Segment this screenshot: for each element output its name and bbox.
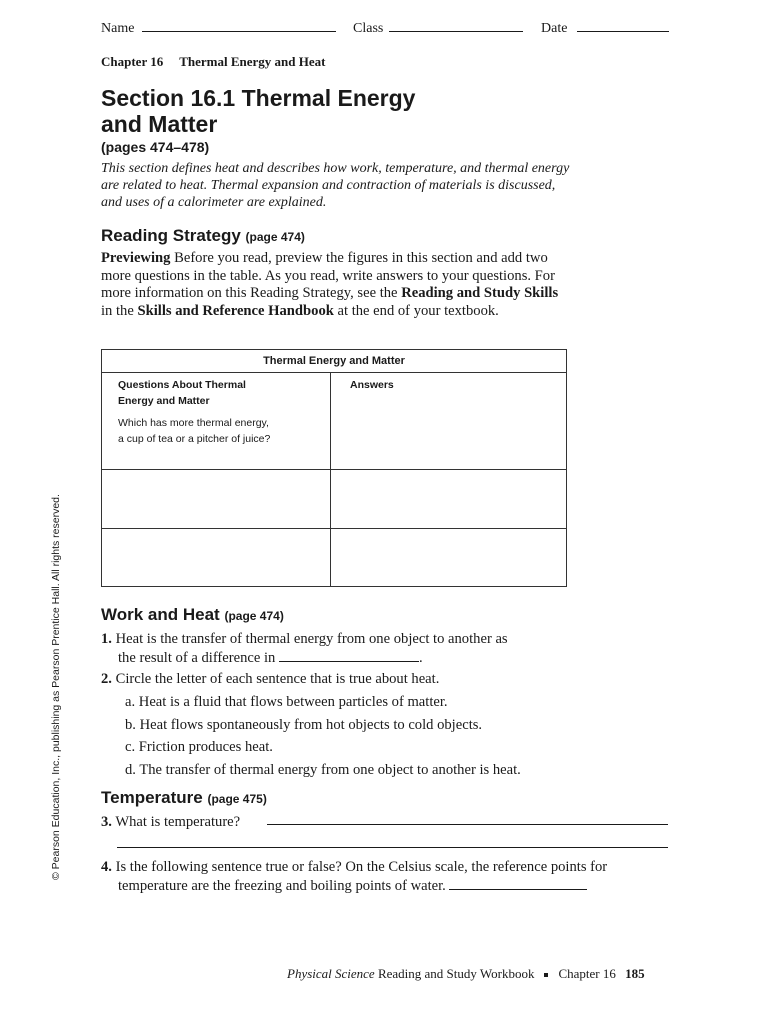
row3-answer-cell[interactable] [332, 530, 566, 584]
option-b[interactable]: b. Heat flows spontaneously from hot objects to cold objects. [125, 717, 483, 733]
row1-question [118, 415, 270, 447]
date-field [541, 19, 669, 37]
name-field [101, 19, 336, 37]
temperature-heading [101, 788, 267, 808]
work-heat-page: (page 474) [224, 609, 284, 623]
class-field [353, 19, 523, 37]
q2-text: Circle the letter of each sentence that is true about heat. [115, 671, 440, 687]
section-title [101, 85, 521, 137]
reading-strategy-title: Reading Strategy [101, 226, 241, 245]
table-caption: Thermal Energy and Matter [102, 350, 566, 373]
q3-answer-line-1[interactable] [267, 824, 668, 825]
class-label: Class [353, 21, 384, 36]
section-title-line1: Section 16.1 Thermal Energy [101, 85, 416, 111]
q1-number: 1. [101, 631, 112, 647]
chapter-number: Chapter 16 [101, 54, 164, 69]
option-c[interactable]: c. Friction produces heat. [125, 739, 273, 755]
option-a[interactable]: a. Heat is a fluid that flows between particles of matter. [125, 694, 448, 710]
q4-number: 4. [101, 859, 112, 875]
name-blank[interactable] [142, 19, 336, 32]
strategy-bold1: Reading and Study Skills [401, 285, 559, 301]
q3-text: What is temperature? [115, 814, 241, 830]
question-3 [101, 813, 240, 831]
q1-line1: Heat is the transfer of thermal energy from one object to another as [115, 631, 508, 647]
col1-header-line1: Questions About Thermal [118, 379, 246, 391]
strategy-bold2: Skills and Reference Handbook [137, 302, 334, 319]
row2-question-cell[interactable] [104, 471, 328, 527]
copyright-notice: © Pearson Education, Inc., publishing as Pearson Prentice Hall. All rights reserved. [50, 494, 62, 880]
name-label: Name [101, 21, 135, 36]
reading-strategy-text [101, 250, 571, 320]
q1-answer-blank[interactable] [279, 648, 419, 662]
question-1 [101, 630, 621, 667]
bullet-square-icon [544, 973, 548, 977]
work-heat-heading [101, 605, 284, 625]
col2-header: Answers [350, 379, 394, 391]
col1-header-line2: Energy and Matter [118, 395, 210, 407]
q4-line2: temperature are the freezing and boiling points of water. [118, 878, 446, 894]
q1-line2: the result of a difference in [118, 650, 276, 666]
col1-header [118, 377, 246, 409]
row2-answer-cell[interactable] [332, 471, 566, 527]
q3-number: 3. [101, 814, 112, 830]
temperature-page: (page 475) [207, 792, 267, 806]
table-row-divider-2 [102, 528, 566, 529]
date-label: Date [541, 21, 568, 36]
date-blank[interactable] [577, 19, 669, 32]
page-footer [287, 966, 645, 982]
row3-question-cell[interactable] [104, 530, 328, 584]
chapter-heading [101, 54, 325, 70]
work-heat-title: Work and Heat [101, 605, 220, 624]
reading-strategy-heading [101, 226, 305, 246]
q4-answer-blank[interactable] [449, 876, 587, 890]
row1-question-line2: a cup of tea or a pitcher of juice? [118, 433, 271, 445]
table-row-divider-1 [102, 469, 566, 470]
thermal-energy-table [101, 349, 567, 587]
q1-end: . [419, 650, 423, 666]
footer-book-italic: Physical Science [287, 966, 375, 981]
class-blank[interactable] [389, 19, 523, 32]
strategy-text1: Before you read, preview the figures in this section and add two more questions in the table. As you read, write answers to your questions. For more information on this Reading Strategy, see the [101, 250, 555, 301]
row1-question-line1: Which has more thermal energy, [118, 417, 269, 429]
question-2 [101, 670, 661, 688]
footer-page-number: 185 [625, 966, 645, 981]
section-intro: This section defines heat and describes how work, temperature, and thermal energy are related to heat. Thermal expansion and contraction of materials is discussed, and uses of a calorimeter are explained. [101, 161, 570, 210]
footer-chapter: Chapter 16 [558, 966, 616, 981]
section-pages: (pages 474–478) [101, 139, 210, 155]
temperature-title: Temperature [101, 788, 203, 807]
question-4 [101, 858, 681, 895]
q4-line1: Is the following sentence true or false? On the Celsius scale, the reference points for [115, 859, 608, 875]
table-column-divider [330, 372, 331, 586]
option-d[interactable]: d. The transfer of thermal energy from one object to another is heat. [125, 762, 521, 778]
strategy-lead: Previewing [101, 250, 171, 266]
strategy-text2: in the [101, 302, 138, 319]
row1-answer-cell[interactable] [332, 412, 566, 468]
q2-number: 2. [101, 671, 112, 687]
section-title-line2: and Matter [101, 111, 218, 137]
strategy-text3: at the end of your textbook. [333, 302, 499, 319]
chapter-title: Thermal Energy and Heat [179, 54, 326, 69]
q3-answer-line-2[interactable] [117, 847, 668, 848]
reading-strategy-page: (page 474) [245, 230, 305, 244]
footer-book-rest: Reading and Study Workbook [377, 966, 535, 981]
